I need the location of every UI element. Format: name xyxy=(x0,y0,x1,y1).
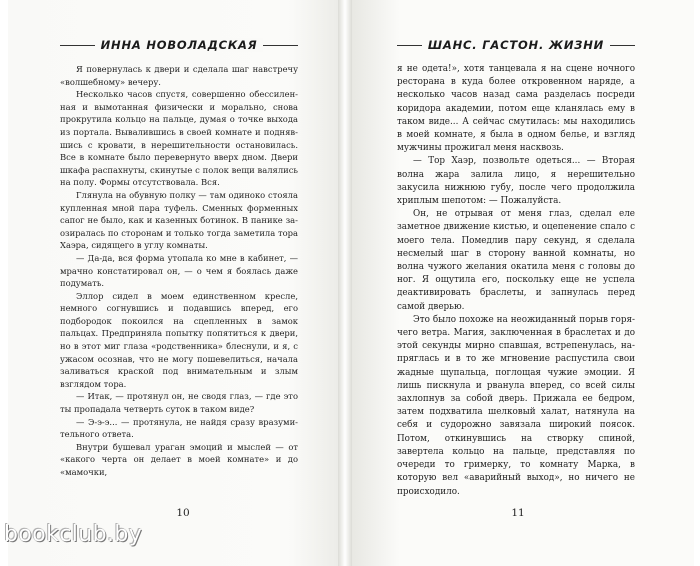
paragraph: Я повернулась к двери и сделала шаг навстречу «волшебному» вечеру. xyxy=(60,64,298,87)
paragraph: — Э-э-э... — протянула, не найдя сразу вразумительного ответа. xyxy=(60,416,298,440)
paragraph: Несколько часов спустя, совершенно обессиленная и вымотанная физически и морально, снова прокрутила кольцо на пальце, думая о точке выхода из портала. Вывалившись в своей комнате и поднявшись с кровати, в нерешительности остановилась. Все в комнате было перевернуто вверх дном. Двери шкафа распахнуты, скинутые с полок вещи валялись на полу. Формы отсутствовала. Вся. xyxy=(60,89,298,188)
paragraph: — Тор Хаэр, позвольте одеться... — Вторая волна жара залила лицо, я нерешительно закусила нижнюю губу, после чего продолжила хриплым шепотом: — Пожалуйста. xyxy=(397,156,635,207)
watermark: bookclub.by xyxy=(4,522,143,547)
left-page xyxy=(8,0,338,566)
left-running-header xyxy=(60,38,298,54)
right-page-number: 11 xyxy=(511,507,525,519)
book-gutter xyxy=(338,0,352,566)
paragraph: Он, не отрывая от меня глаз, сделал еле заметное движение кистью, и оцепенение спало с моего тела. Помедлив пару секунд, я сделала несмелый шаг в сторону ванной комнаты, но волна чужого желания окатила меня с головы до ног. Я ощутила его, поскольку еще не успела деактивировать браслеты, и запнулась перед самой дверью. xyxy=(397,209,635,312)
right-page xyxy=(352,0,694,566)
left-page-number: 10 xyxy=(176,507,190,519)
paragraph: Внутри бушевал ураган эмоций и мыслей — от «какого черта он делает в моей комнате» и до «мамочки, xyxy=(60,441,298,477)
paragraph: Эллор сидел в моем единственном кресле, немного согнувшись и подавшись вперед, его подбородок покоился на сцепленных в замок пальцах. Предприняла попытку попятиться к двери, но в этот миг глаза «родственника» блеснули, и я, с ужасом осознав, что не могу пошевелиться, начала заливаться краской под внимательным и злым взглядом тора. xyxy=(60,290,298,389)
right-body-text xyxy=(397,63,635,499)
paragraph: я не одета!», хотя танцевала я на сцене ночного ресторана в куда более откровенном наряде, а несколько часов назад сама разделась посреди коридора академии, потом еще кланялась ему в таком виде... А сейчас смутилась: мы находились в моей комнате, я была в одном белье, и взгляд мужчины прожигал меня насквозь. xyxy=(397,64,635,154)
paragraph: Это было похоже на неожиданный порыв горячего ветра. Магия, заключенная в браслетах и до этой секунды мирно спавшая, встрепенулась, напряглась и в то же мгновение распустила свои жадные щупальца, поглощая чужие эмоции. Я лишь пискнула и рванула вперед, со всей силы захлопнув за собой дверь. Прижала ее бедром, затем подхватила шелковый халат, натянула на себя и судорожно завязала широкий поясок. Потом, откинувшись на створку спиной, завертела кольцо на пальце, представляя по очереди то гримерку, то комнату Марка, в которую вел «аварийный выход», но ничего не происходило. xyxy=(397,314,635,497)
right-header-text: ШАНС. ГАСТОН. ЖИЗНИ xyxy=(422,38,610,52)
left-body-text xyxy=(60,63,298,479)
paragraph: — Да-да, вся форма утопала ко мне в кабинет, — мрачно констатировал он, — о чем я боялась даже подумать. xyxy=(60,252,298,289)
paragraph: — Итак, — протянул он, не сводя глаз, — где это ты пропадала четверть суток в таком виде? xyxy=(60,391,298,415)
right-running-header xyxy=(397,38,635,54)
left-header-text: ИННА НОВОЛАДСКАЯ xyxy=(95,38,264,52)
paragraph: Глянула на обувную полку — там одиноко стояла купленная мной пара туфель. Сменных форменных сапог не было, как и казенных ботинок. В панике заозиралась по сторонам и только тогда заметила тора Хаэра, сидящего в углу комнаты. xyxy=(60,189,298,251)
